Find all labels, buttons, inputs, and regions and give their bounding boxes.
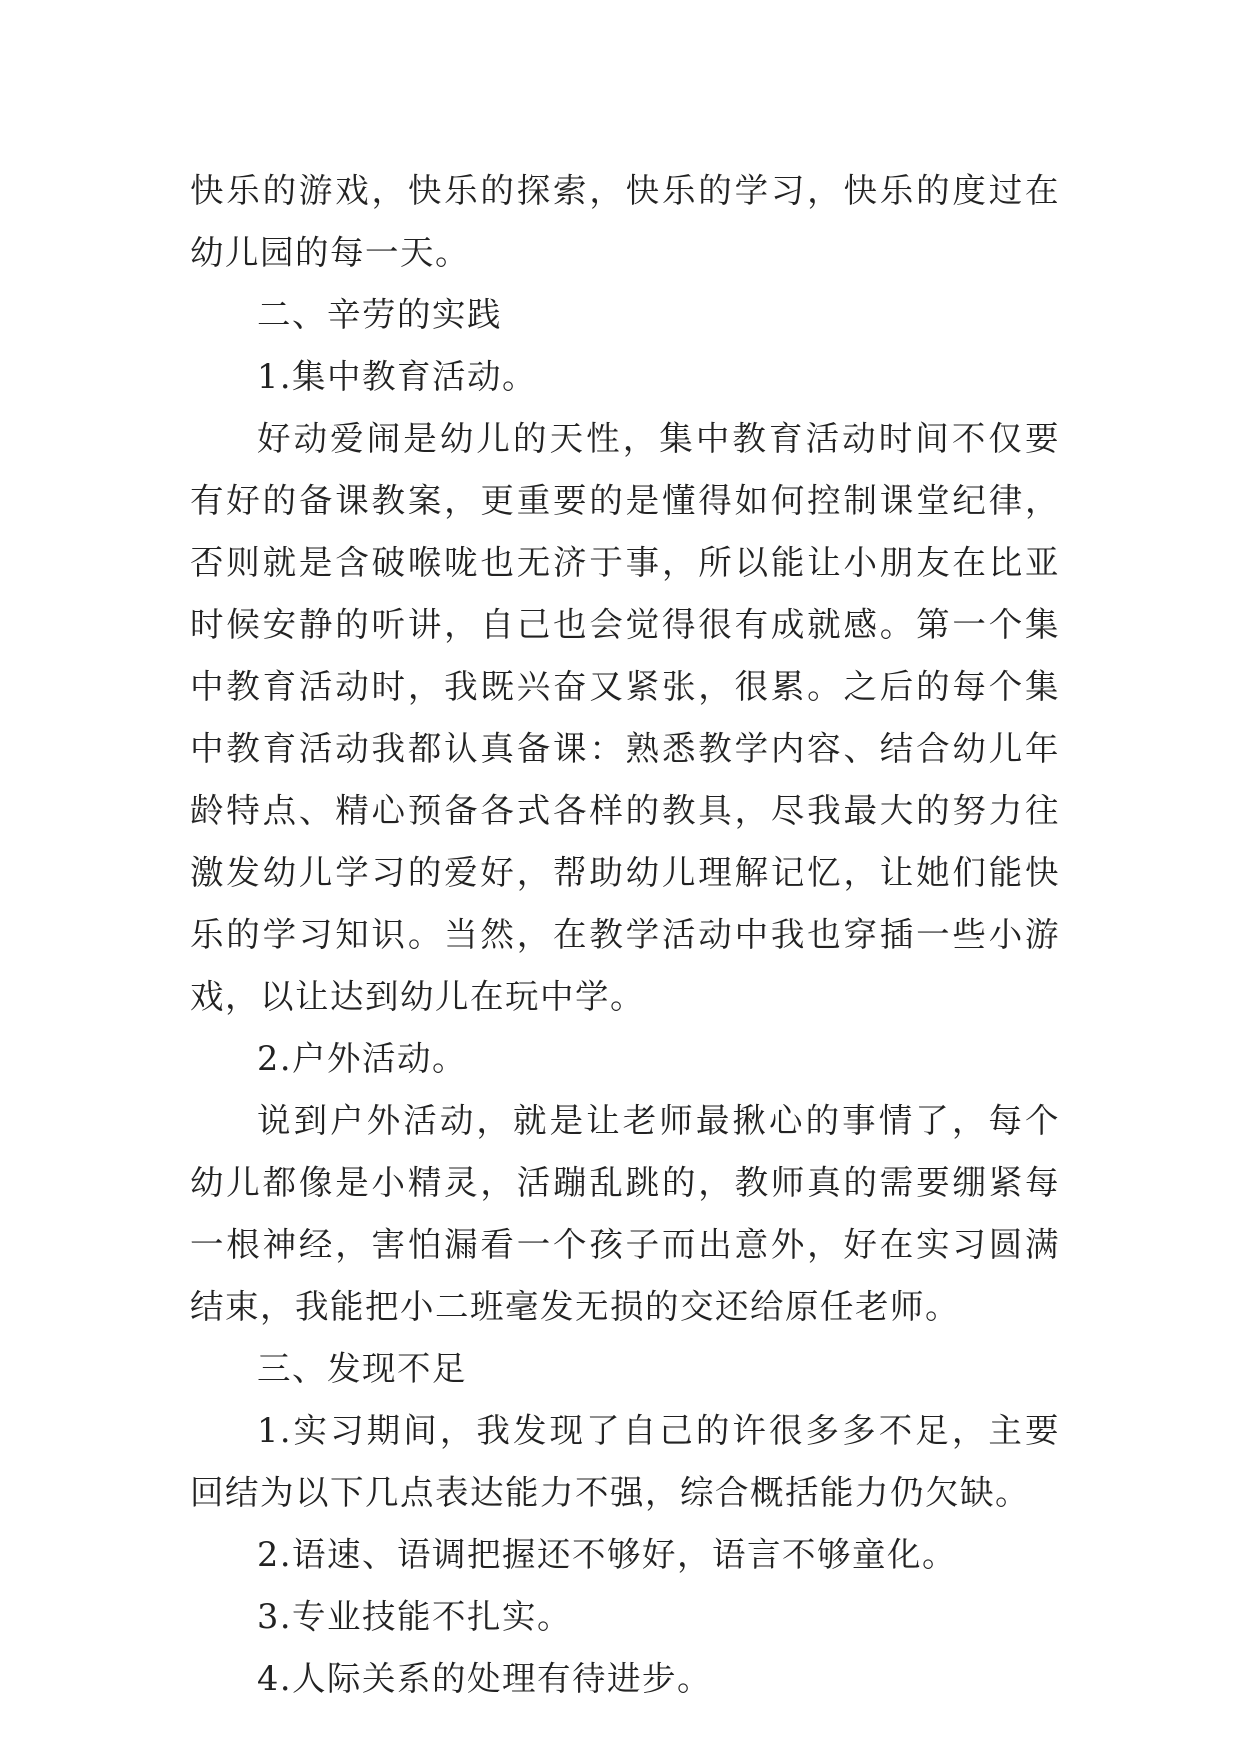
list-item-shortcoming-2: 2.语速、语调把握还不够好，语言不够童化。 [257, 1535, 957, 1574]
document-page [190, 160, 1060, 1710]
paragraph-outdoor-activity: 说到户外活动，就是让老师最揪心的事情了，每个幼儿都像是小精灵，活蹦乱跳的，教师真的需要绷紧每一根神经，害怕漏看一个孩子而出意外，好在实习圆满结束，我能把小二班毫发无损的交还给原任老师。 [190, 1101, 1060, 1326]
paragraph-continuation: 快乐的游戏，快乐的探索，快乐的学习，快乐的度过在幼儿园的每一天。 [190, 171, 1060, 272]
subheading-group-education: 1.集中教育活动。 [257, 357, 537, 396]
section-heading-shortcomings: 三、发现不足 [257, 1349, 467, 1388]
paragraph-group-education: 好动爱闹是幼儿的天性，集中教育活动时间不仅要有好的备课教案，更重要的是懂得如何控制课堂纪律，否则就是含破喉咙也无济于事，所以能让小朋友在比亚时候安静的听讲，自己也会觉得很有成就感。第一个集中教育活动时，我既兴奋又紧张，很累。之后的每个集中教育活动我都认真备课：熟悉教学内容、结合幼儿年龄特点、精心预备各式各样的教具，尽我最大的努力往激发幼儿学习的爱好，帮助幼儿理解记忆，让她们能快乐的学习知识。当然，在教学活动中我也穿插一些小游戏，以让达到幼儿在玩中学。 [190, 419, 1060, 1016]
list-item-shortcoming-3: 3.专业技能不扎实。 [257, 1597, 572, 1636]
list-item-shortcoming-1: 1.实习期间，我发现了自己的许很多多不足，主要回结为以下几点表达能力不强，综合概括能力仍欠缺。 [190, 1411, 1060, 1512]
subheading-outdoor-activity: 2.户外活动。 [257, 1039, 467, 1078]
list-item-shortcoming-4: 4.人际关系的处理有待进步。 [257, 1659, 712, 1698]
section-heading-practice: 二、辛劳的实践 [257, 295, 502, 334]
